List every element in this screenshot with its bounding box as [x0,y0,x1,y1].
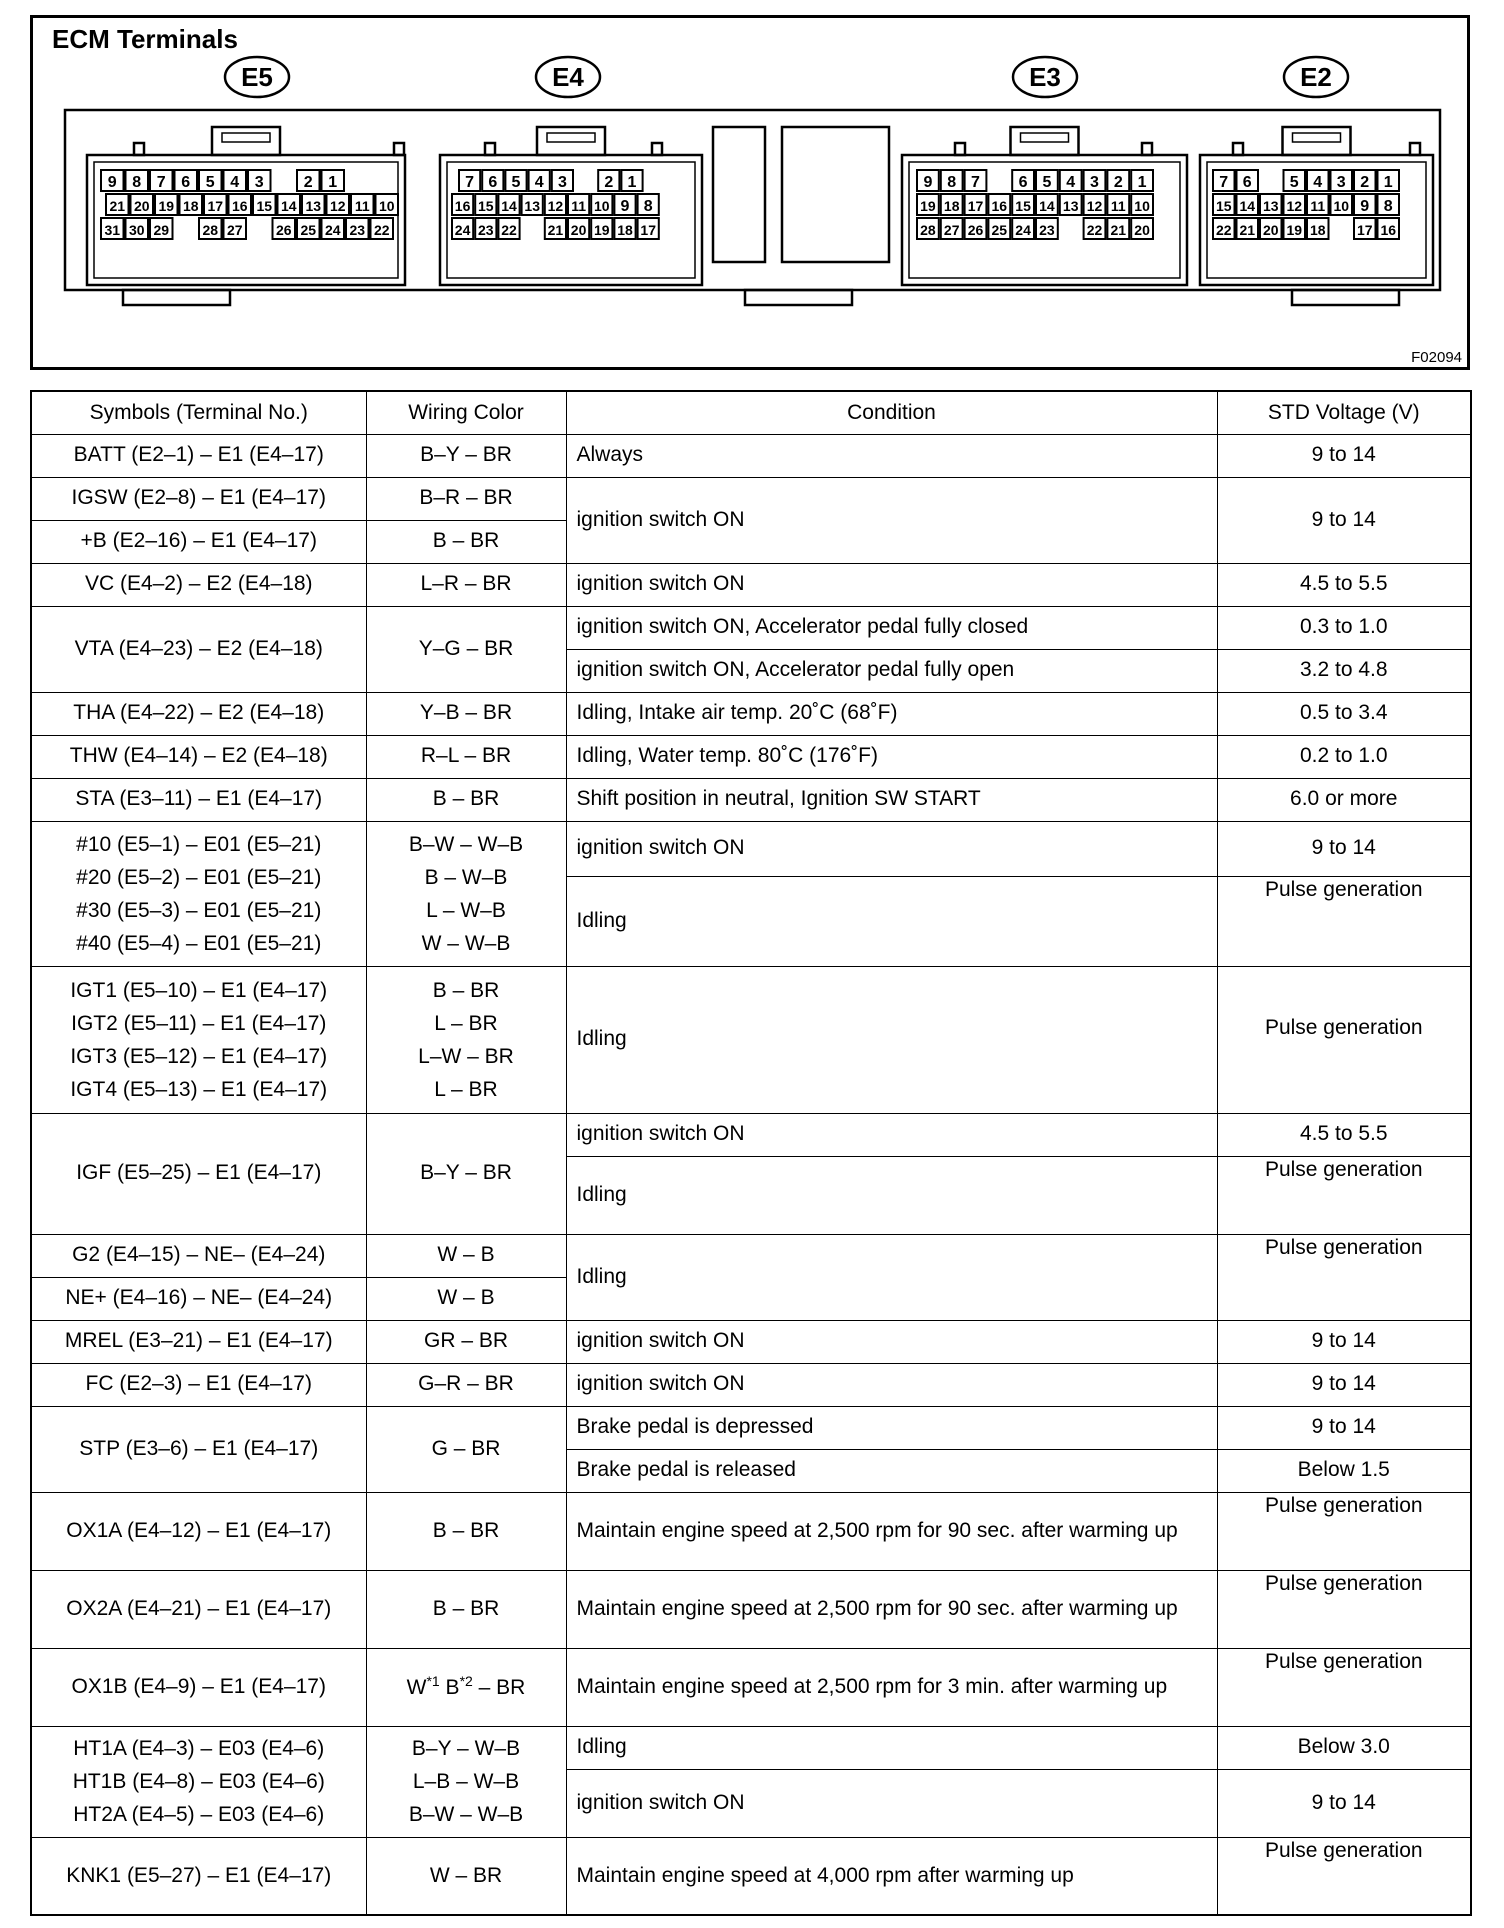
pin-number: 4 [1313,174,1323,191]
ecm-bottom-tab [123,290,230,305]
pin-number: 11 [1110,198,1126,214]
ecm-bottom-tab [745,290,852,305]
pin-number: 4 [1066,174,1076,191]
pin-number: 21 [1110,222,1127,238]
pin-number: 17 [207,198,224,214]
pin-number: 8 [643,198,653,215]
condition-cell: Maintain engine speed at 2,500 rpm for 90 sec. after warming up [566,1492,1217,1570]
table-row [31,1234,1471,1277]
voltage-cell: 0.2 to 1.0 [1217,735,1471,778]
pin-number: 20 [1262,222,1279,238]
symbol-cell: IGSW (E2–8) – E1 (E4–17) [31,477,366,520]
connector-ear [394,143,404,155]
wiring-color-cell [366,1726,566,1837]
symbol-cell: OX1B (E4–9) – E1 (E4–17) [31,1648,366,1726]
pin-number: 10 [1333,198,1350,214]
voltage-cell: Pulse generation [1217,1492,1471,1570]
ecm-terminal-table [30,390,1472,1916]
pin-number: 12 [1086,198,1103,214]
pin-number: 3 [557,174,567,191]
pin-number: 19 [594,222,610,238]
symbol-cell: THW (E4–14) – E2 (E4–18) [31,735,366,778]
condition-cell: ignition switch ON, Accelerator pedal fully closed [566,606,1217,649]
pin-number: 21 [109,198,126,214]
table-row [31,1648,1471,1726]
wiring-color-line: L–W – BR [418,1044,514,1068]
table-row [31,1320,1471,1363]
pin-number: 22 [501,222,517,238]
condition-cell: ignition switch ON [566,563,1217,606]
symbol-line: HT1B (E4–8) – E03 (E4–6) [72,1770,325,1793]
wiring-color-line: L – BR [434,1077,498,1101]
voltage-cell: Pulse generation [1217,966,1471,1113]
voltage-cell: 0.5 to 3.4 [1217,692,1471,735]
pin-number: 19 [1286,222,1303,238]
connector-latch-slot [1293,133,1341,142]
symbol-cell: G2 (E4–15) – NE– (E4–24) [31,1234,366,1277]
table-row [31,1726,1471,1769]
pin-number: 31 [104,222,121,238]
pin-number: 9 [1360,198,1370,215]
pin-number: 27 [943,222,960,238]
pin-number: 18 [617,222,633,238]
wiring-color-line: B – W–B [424,865,508,889]
pin-number: 23 [1039,222,1055,238]
symbol-cell: VTA (E4–23) – E2 (E4–18) [31,606,366,692]
pin-number: 9 [107,174,117,191]
connector-latch-slot [547,133,595,142]
table-row [31,1492,1471,1570]
ecm-bottom-tab [1292,290,1399,305]
wiring-color-cell [366,821,566,966]
symbol-cell: +B (E2–16) – E1 (E4–17) [31,520,366,563]
header-condition: Condition [566,391,1217,434]
table-row [31,434,1471,477]
wiring-color-cell: L–R – BR [366,563,566,606]
pin-number: 7 [156,174,166,191]
pin-number: 3 [254,174,264,191]
voltage-cell: 9 to 14 [1217,477,1471,563]
connector-ear [1142,143,1152,155]
wiring-color-cell: B – BR [366,1570,566,1648]
table-row [31,1837,1471,1915]
pin-number: 3 [1336,174,1346,191]
condition-cell: ignition switch ON [566,1769,1217,1837]
condition-cell: Maintain engine speed at 2,500 rpm for 3 min. after warming up [566,1648,1217,1726]
pin-number: 28 [202,222,219,238]
wiring-color-cell: B – BR [366,778,566,821]
ecm-blank-panel [713,127,765,262]
symbol-cell: NE+ (E4–16) – NE– (E4–24) [31,1277,366,1320]
symbol-cell: KNK1 (E5–27) – E1 (E4–17) [31,1837,366,1915]
pin-number: 9 [923,174,933,191]
condition-cell: ignition switch ON [566,477,1217,563]
symbol-line: IGT2 (E5–11) – E1 (E4–17) [71,1011,327,1035]
voltage-cell: Below 1.5 [1217,1449,1471,1492]
voltage-cell: 9 to 14 [1217,434,1471,477]
pin-number: 20 [570,222,587,238]
connector-latch-slot [222,133,270,142]
wiring-color-line: W – W–B [421,931,511,955]
symbol-cell: BATT (E2–1) – E1 (E4–17) [31,434,366,477]
wiring-color-line: L–B – W–B [412,1770,520,1793]
ecm-terminals-figure [30,15,1470,370]
table-row [31,477,1471,520]
pin-number: 16 [454,198,471,214]
pin-number: 15 [478,198,494,214]
wiring-color-line: L – BR [434,1011,498,1035]
pin-number: 14 [501,198,517,214]
pin-number: 12 [1286,198,1303,214]
connector-ear [1233,143,1243,155]
pin-number: 5 [205,174,215,191]
pin-number: 13 [1262,198,1279,214]
ecm-blank-panel [782,127,889,262]
wiring-color-cell: B–Y – BR [366,434,566,477]
voltage-cell: 4.5 to 5.5 [1217,563,1471,606]
pin-number: 8 [947,174,957,191]
wiring-color-cell [366,1648,566,1726]
pin-number: 15 [256,198,273,214]
pin-number: 16 [231,198,248,214]
pin-number: 25 [991,222,1008,238]
wiring-color-cell: G – BR [366,1406,566,1492]
voltage-cell: 0.3 to 1.0 [1217,606,1471,649]
connector-name: E5 [241,62,273,92]
pin-number: 22 [1215,222,1232,238]
pin-number: 19 [158,198,175,214]
condition-cell: ignition switch ON [566,1320,1217,1363]
voltage-cell: Pulse generation [1217,876,1471,966]
table-row [31,1570,1471,1648]
pin-number: 14 [1039,198,1055,214]
symbol-cell: OX1A (E4–12) – E1 (E4–17) [31,1492,366,1570]
voltage-cell: Pulse generation [1217,1648,1471,1726]
pin-number: 27 [226,222,243,238]
pin-number: 25 [300,222,317,238]
pin-number: 26 [967,222,984,238]
connector-ear [134,143,144,155]
table-row [31,563,1471,606]
condition-cell: Idling [566,1726,1217,1769]
header-wiring-color: Wiring Color [366,391,566,434]
pin-number: 7 [465,174,475,191]
wiring-color-cell [366,966,566,1113]
header-std-voltage: STD Voltage (V) [1217,391,1471,434]
pin-number: 18 [1309,222,1326,238]
pin-number: 18 [182,198,199,214]
wire-part: B [439,1675,460,1699]
pin-number: 11 [1310,198,1326,214]
symbol-line: #20 (E5–2) – E01 (E5–21) [76,865,322,889]
wiring-color-cell: B–R – BR [366,477,566,520]
condition-cell: Maintain engine speed at 4,000 rpm after warming up [566,1837,1217,1915]
pin-number: 23 [349,222,366,238]
footnote-mark: *1 [426,1672,440,1689]
connector-name: E4 [552,62,584,92]
pin-number: 10 [378,198,395,214]
condition-cell: Idling [566,876,1217,966]
wiring-color-line: B–Y – W–B [411,1737,521,1760]
wiring-color-cell: R–L – BR [366,735,566,778]
pin-number: 8 [132,174,142,191]
pin-number: 14 [1239,198,1256,214]
pin-number: 6 [181,174,191,191]
pin-number: 13 [524,198,540,214]
symbol-cell: FC (E2–3) – E1 (E4–17) [31,1363,366,1406]
pin-number: 20 [1134,222,1150,238]
pin-number: 21 [547,222,564,238]
pin-number: 1 [627,174,637,191]
pin-number: 20 [133,198,150,214]
pin-number: 6 [1242,174,1252,191]
symbol-cell [31,1726,366,1837]
wire-part: – BR [472,1675,526,1699]
pin-number: 22 [1086,222,1103,238]
pin-number: 6 [1018,174,1028,191]
pin-number: 13 [305,198,322,214]
pin-number: 14 [280,198,297,214]
table-row [31,1363,1471,1406]
table-row [31,692,1471,735]
wiring-color-cell: Y–G – BR [366,606,566,692]
table-row [31,821,1471,876]
condition-cell: ignition switch ON [566,1113,1217,1156]
wiring-color-cell: B – BR [366,520,566,563]
header-symbols: Symbols (Terminal No.) [31,391,366,434]
wiring-color-cell: B – BR [366,1492,566,1570]
voltage-cell: 6.0 or more [1217,778,1471,821]
pin-number: 8 [1383,198,1393,215]
symbol-cell: STP (E3–6) – E1 (E4–17) [31,1406,366,1492]
pin-number: 1 [1137,174,1147,191]
connector-ear [1410,143,1420,155]
condition-cell: ignition switch ON [566,821,1217,876]
pin-number: 11 [571,198,587,214]
wiring-color-line: B–W – W–B [408,1803,524,1826]
condition-cell: Idling [566,966,1217,1113]
condition-cell: Shift position in neutral, Ignition SW START [566,778,1217,821]
voltage-cell: Pulse generation [1217,1837,1471,1915]
pin-number: 28 [920,222,936,238]
connector-latch-slot [1021,133,1069,142]
symbol-cell [31,966,366,1113]
pin-number: 16 [991,198,1008,214]
wiring-color-cell: Y–B – BR [366,692,566,735]
voltage-cell: 9 to 14 [1217,1320,1471,1363]
wiring-color-cell: B–Y – BR [366,1113,566,1234]
table-row [31,735,1471,778]
condition-cell: ignition switch ON [566,1363,1217,1406]
pin-number: 12 [547,198,564,214]
condition-cell: Brake pedal is released [566,1449,1217,1492]
symbol-cell: VC (E4–2) – E2 (E4–18) [31,563,366,606]
symbol-cell: OX2A (E4–21) – E1 (E4–17) [31,1570,366,1648]
wire-part: W [406,1675,427,1699]
footnote-mark: *2 [459,1672,473,1689]
condition-cell: Idling, Intake air temp. 20˚C (68˚F) [566,692,1217,735]
pin-number: 21 [1239,222,1256,238]
voltage-cell: 3.2 to 4.8 [1217,649,1471,692]
symbol-line: HT1A (E4–3) – E03 (E4–6) [73,1737,325,1760]
symbol-cell [31,821,366,966]
symbol-cell: THA (E4–22) – E2 (E4–18) [31,692,366,735]
pin-number: 18 [943,198,960,214]
wiring-color-cell: W – B [366,1234,566,1277]
pin-number: 17 [967,198,984,214]
voltage-cell: Below 3.0 [1217,1726,1471,1769]
condition-cell: Idling [566,1234,1217,1320]
symbol-line: IGT3 (E5–12) – E1 (E4–17) [70,1044,328,1068]
table-header-row [31,391,1471,434]
wiring-color-line: L – W–B [426,898,506,922]
connector-ear [485,143,495,155]
pin-number: 11 [354,198,370,214]
wiring-color-cell: GR – BR [366,1320,566,1363]
pin-number: 7 [971,174,980,191]
voltage-cell: 9 to 14 [1217,1363,1471,1406]
symbol-line: #10 (E5–1) – E01 (E5–21) [76,832,322,856]
pin-number: 22 [373,222,390,238]
voltage-cell: Pulse generation [1217,1234,1471,1320]
symbol-line: IGT4 (E5–13) – E1 (E4–17) [70,1077,328,1101]
pin-number: 15 [1215,198,1232,214]
pin-number: 26 [275,222,292,238]
pin-number: 15 [1015,198,1031,214]
pin-number: 4 [230,174,240,191]
symbol-cell: IGF (E5–25) – E1 (E4–17) [31,1113,366,1234]
voltage-cell: Pulse generation [1217,1570,1471,1648]
table-row [31,778,1471,821]
pin-number: 10 [1134,198,1150,214]
voltage-cell: 9 to 14 [1217,1769,1471,1837]
pin-number: 30 [128,222,145,238]
pin-number: 19 [920,198,936,214]
table-row [31,606,1471,649]
symbol-line: #30 (E5–3) – E01 (E5–21) [76,898,322,922]
pin-number: 10 [594,198,610,214]
wiring-color-cell: W – BR [366,1837,566,1915]
pin-number: 17 [1356,222,1373,238]
condition-cell: Idling, Water temp. 80˚C (176˚F) [566,735,1217,778]
pin-number: 16 [1380,222,1397,238]
voltage-cell: 9 to 14 [1217,821,1471,876]
pin-number: 23 [478,222,494,238]
connector-name: E3 [1029,62,1061,92]
pin-number: 1 [1383,174,1393,191]
table-row [31,1406,1471,1449]
condition-cell: Brake pedal is depressed [566,1406,1217,1449]
pin-number: 29 [153,222,170,238]
pin-number: 24 [454,222,471,238]
wiring-color-line: B – BR [432,978,500,1002]
pin-number: 24 [1015,222,1031,238]
pin-number: 1 [328,174,338,191]
condition-cell: Idling [566,1156,1217,1234]
connector-ear [652,143,662,155]
connector-name: E2 [1300,62,1332,92]
pin-number: 7 [1219,174,1229,191]
pin-number: 24 [324,222,341,238]
condition-cell: ignition switch ON, Accelerator pedal fully open [566,649,1217,692]
connector-ear [955,143,965,155]
pin-number: 2 [604,174,614,191]
voltage-cell: Pulse generation [1217,1156,1471,1234]
pin-number: 17 [640,222,656,238]
pin-number: 5 [1289,174,1299,191]
symbol-line: HT2A (E4–5) – E03 (E4–6) [73,1803,325,1826]
condition-cell: Maintain engine speed at 2,500 rpm for 90 sec. after warming up [566,1570,1217,1648]
pin-number: 4 [534,174,544,191]
pin-number: 2 [303,174,313,191]
pin-number: 5 [511,174,521,191]
voltage-cell: 4.5 to 5.5 [1217,1113,1471,1156]
pin-number: 3 [1090,174,1099,191]
symbol-cell: MREL (E3–21) – E1 (E4–17) [31,1320,366,1363]
wiring-color-cell: G–R – BR [366,1363,566,1406]
pin-number: 5 [1042,174,1052,191]
pin-number: 2 [1113,174,1123,191]
wiring-color-line: B–W – W–B [408,832,524,856]
pin-number: 13 [1062,198,1079,214]
symbol-line: IGT1 (E5–10) – E1 (E4–17) [70,978,328,1002]
wiring-color-cell: W – B [366,1277,566,1320]
pin-number: 9 [620,198,630,215]
table-row [31,966,1471,1113]
symbol-cell: STA (E3–11) – E1 (E4–17) [31,778,366,821]
table-row [31,1113,1471,1156]
voltage-cell: 9 to 14 [1217,1406,1471,1449]
condition-cell: Always [566,434,1217,477]
pin-number: 6 [488,174,498,191]
symbol-line: #40 (E5–4) – E01 (E5–21) [76,931,322,955]
pin-number: 2 [1360,174,1370,191]
pin-number: 12 [329,198,346,214]
figure-title: ECM Terminals [52,24,238,54]
figure-code: F02094 [1411,349,1462,366]
